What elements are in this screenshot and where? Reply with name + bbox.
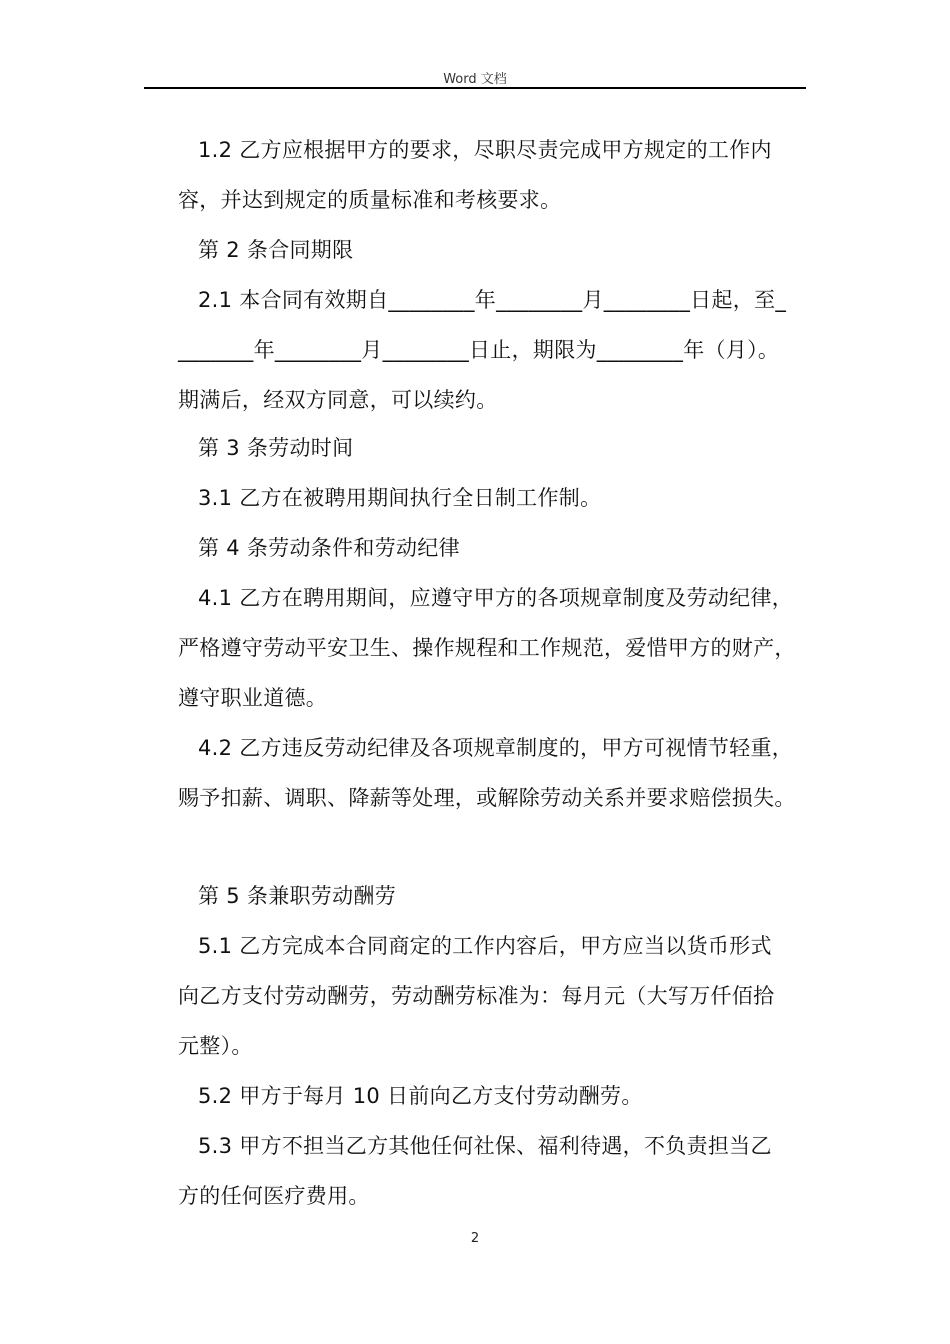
text-line: 容，并达到规定的质量标准和考核要求。: [178, 188, 562, 212]
text-line: 方的任何医疗费用。: [178, 1184, 370, 1208]
text-line: 赐予扣薪、调职、降薪等处理，或解除劳动关系并要求赔偿损失。: [178, 786, 796, 810]
text-line: 2.1 本合同有效期自________年________月________日起，至_: [198, 288, 787, 312]
section-heading: 第 4 条劳动条件和劳动纪律: [198, 536, 460, 560]
text-line: 4.2 乙方违反劳动纪律及各项规章制度的，甲方可视情节轻重，: [198, 736, 794, 760]
text-line: 3.1 乙方在被聘用期间执行全日制工作制。: [198, 486, 602, 510]
text-line: 期满后，经双方同意，可以续约。: [178, 388, 498, 412]
header-divider: [144, 87, 806, 89]
text-line: 元整）。: [178, 1034, 253, 1058]
text-line: 5.3 甲方不担当乙方其他任何社保、福利待遇，不负责担当乙: [198, 1134, 772, 1158]
text-line: 严格遵守劳动平安卫生、操作规程和工作规范，爱惜甲方的财产，: [178, 636, 796, 660]
text-line: _______年________月________日止，期限为________年（月）。: [178, 338, 780, 362]
header-title: Word 文档: [443, 72, 507, 87]
text-line: 1.2 乙方应根据甲方的要求，尽职尽责完成甲方规定的工作内: [198, 138, 772, 162]
text-line: 4.1 乙方在聘用期间，应遵守甲方的各项规章制度及劳动纪律，: [198, 586, 794, 610]
page-number: 2: [470, 1231, 480, 1246]
text-line: 遵守职业道德。: [178, 686, 328, 710]
text-line: 向乙方支付劳动酬劳，劳动酬劳标准为：每月元（大写万仟佰拾: [178, 984, 775, 1008]
section-heading: 第 2 条合同期限: [198, 238, 354, 262]
section-heading: 第 5 条兼职劳动酬劳: [198, 884, 397, 908]
text-line: 5.2 甲方于每月 10 日前向乙方支付劳动酬劳。: [198, 1084, 643, 1108]
section-heading: 第 3 条劳动时间: [198, 436, 354, 460]
text-line: 5.1 乙方完成本合同商定的工作内容后，甲方应当以货币形式: [198, 934, 772, 958]
